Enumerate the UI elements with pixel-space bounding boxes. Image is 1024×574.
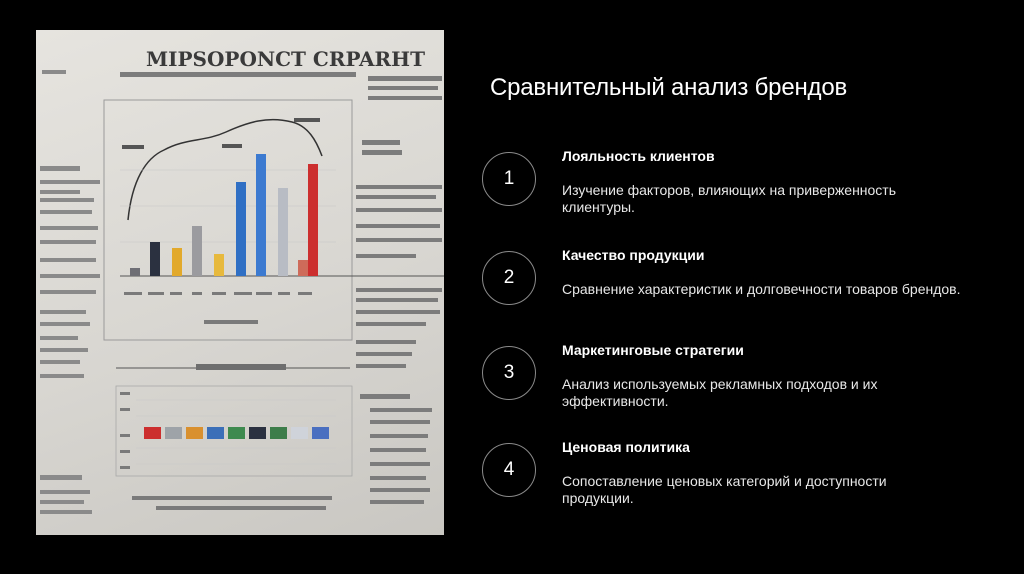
item-heading: Ценовая политика — [562, 439, 690, 455]
poster-bar — [130, 268, 140, 276]
poster-subtitle-lines — [120, 72, 356, 77]
poster-swatch — [270, 427, 287, 439]
poster-swatch — [312, 427, 329, 439]
poster-graphic — [36, 30, 444, 535]
poster-swatch — [228, 427, 245, 439]
poster-swatch — [291, 427, 308, 439]
item-number-badge: 3 — [482, 346, 536, 400]
chart-poster-image — [36, 30, 444, 535]
poster-swatch — [165, 427, 182, 439]
list-item-pricing — [482, 439, 1002, 539]
item-number-badge: 4 — [482, 443, 536, 497]
poster-swatch — [249, 427, 266, 439]
poster-right-text — [356, 76, 442, 504]
poster-bar — [192, 226, 202, 276]
poster-swatch — [207, 427, 224, 439]
item-number-badge: 2 — [482, 251, 536, 305]
list-item-quality — [482, 247, 1002, 347]
list-item-loyalty — [482, 148, 1002, 248]
slide-title: Сравнительный анализ брендов — [490, 74, 848, 101]
item-description: Сопоставление ценовых категорий и доступности продукции. — [562, 473, 887, 506]
poster-heading: MIPSOPONCT CRPARHT — [146, 47, 425, 71]
poster-bar — [236, 182, 246, 276]
poster-bar — [256, 154, 266, 276]
item-description: Анализ используемых рекламных подходов и их эффективности. — [562, 376, 878, 409]
list-item-marketing — [482, 342, 1002, 442]
poster-tick-labels — [124, 292, 312, 324]
poster-bars — [130, 154, 318, 276]
poster-swatches — [144, 427, 329, 439]
poster-bar — [172, 248, 182, 276]
poster-chart-grid — [120, 170, 336, 242]
poster-bar — [150, 242, 160, 276]
poster-swatch — [186, 427, 203, 439]
poster-left-text — [40, 70, 100, 514]
item-heading: Лояльность клиентов — [562, 148, 715, 164]
poster-lower-text — [120, 392, 332, 510]
poster-bar — [214, 254, 224, 276]
item-description: Изучение факторов, влияющих на приверженность клиентуры. — [562, 182, 897, 215]
item-heading: Маркетинговые стратегии — [562, 342, 744, 358]
poster-swatch — [144, 427, 161, 439]
poster-lower-title — [196, 364, 286, 370]
poster-bar — [278, 188, 288, 276]
item-description: Сравнение характеристик и долговечности товаров брендов. — [562, 281, 961, 297]
poster-bar — [298, 260, 308, 276]
poster-bar — [308, 164, 318, 276]
item-heading: Качество продукции — [562, 247, 705, 263]
item-number-badge: 1 — [482, 152, 536, 206]
